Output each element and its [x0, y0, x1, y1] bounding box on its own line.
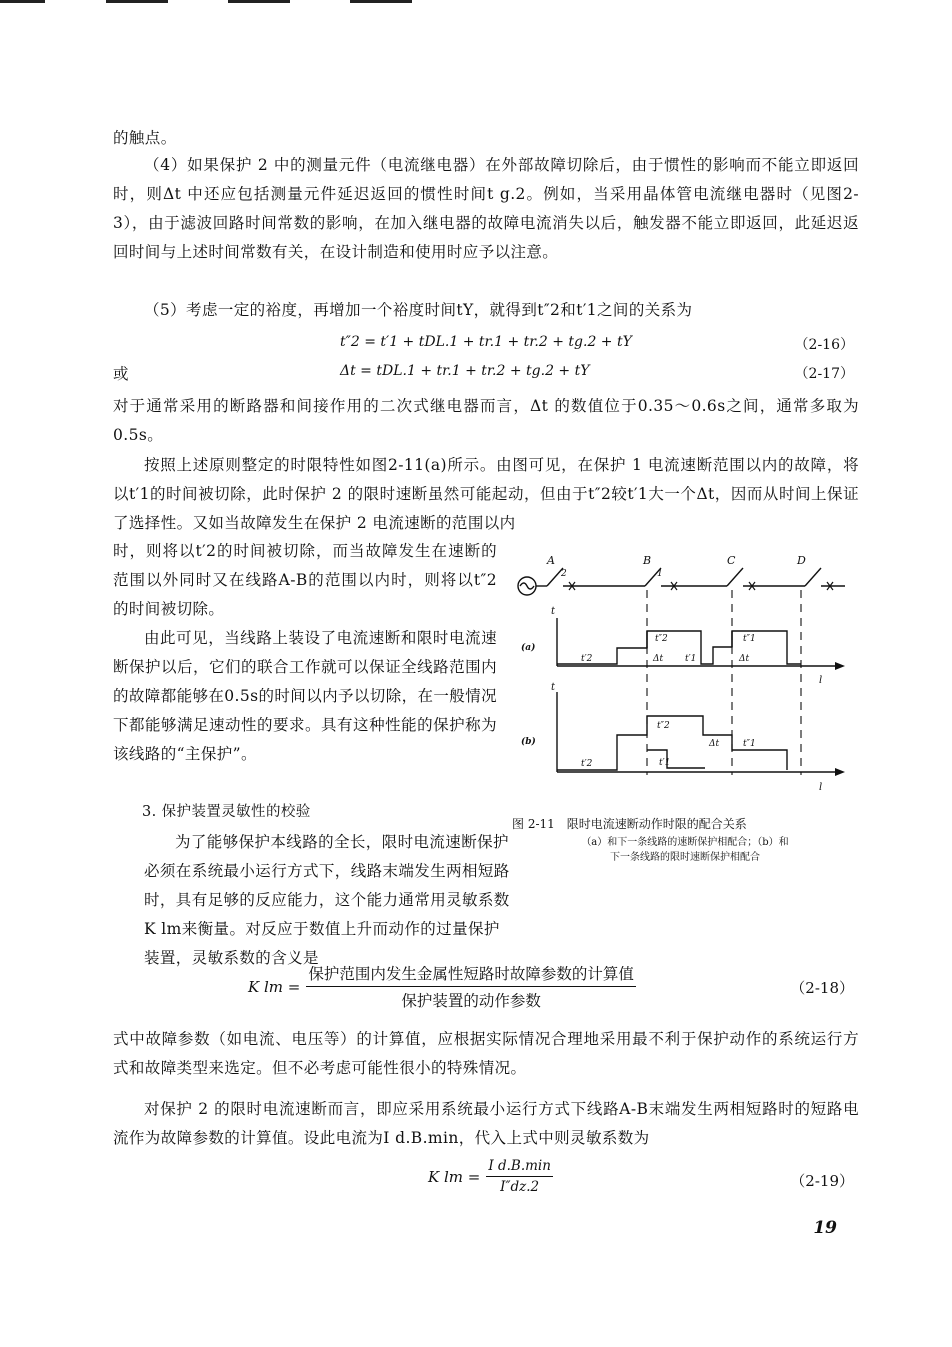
equation-2-16: t″2 = t′1 + tDL.1 + tr.1 + tr.2 + tg.2 + tY [340, 334, 632, 350]
station-label-a: A [547, 554, 555, 567]
paragraph-fault-params: 式中故障参数（如电流、电压等）的计算值，应根据实际情况合理地采用最不利于保护动作的系统运行方式和故障类型来选定。但不必考虑可能性很小的特殊情况。 [113, 1030, 859, 1077]
paragraph-protection-2: 对保护 2 的限时电流速断而言，即应采用系统最小运行方式下线路A-B末端发生两相短路时的短路电流作为故障参数的计算值。设此电流为I d.B.min，代入上式中则灵敏系数为 [113, 1100, 859, 1147]
breaker-d-icon [805, 568, 821, 586]
page-number: 19 [813, 1218, 837, 1238]
equation-number-2-16: （2-16） [794, 337, 854, 353]
axis-t-b: t [551, 682, 556, 693]
station-label-c: C [727, 554, 736, 567]
equation-2-18 [248, 962, 636, 1011]
eq219-numerator: I d.B.min [486, 1158, 553, 1177]
breaker-label-1: 1 [657, 569, 663, 579]
label-a-t1p: t′1 [685, 654, 697, 664]
axis-t-a: t [551, 606, 556, 617]
equation-number-2-19: （2-19） [790, 1172, 854, 1190]
eq219-denominator: I″dz.2 [500, 1179, 540, 1195]
equation-2-19 [428, 1158, 553, 1195]
paragraph-delta-t: 对于通常采用的断路器和间接作用的二次式继电器而言，Δt 的数值位于0.35～0.6s之间，通常多取为0.5s。 [113, 397, 859, 444]
figure-2-11 [505, 550, 855, 810]
axis-l-a: l [819, 675, 823, 686]
or-label: 或 [113, 365, 129, 383]
paragraph-timing-1: 按照上述原则整定的时限特性如图2-11(a)所示。由图可见，在保护 1 电流速断范围以内的故障，将以t′1的时间被切除，此时保护 2 的限时速断虽然可能起动，但由于t″2较t′1大一个Δt，因而从时间上保证了选择性。又如当故障发生在保护 2 电流速断的范围以内 [113, 456, 859, 532]
station-label-d: D [797, 554, 806, 567]
eq218-lhs: K lm = [248, 977, 301, 996]
breaker-c-icon [727, 568, 743, 586]
label-b-dt: Δt [709, 739, 720, 749]
top-rule [350, 0, 412, 3]
station-label-b: B [643, 554, 652, 567]
eq219-lhs: K lm = [428, 1167, 481, 1186]
breaker-label-2: 2 [561, 569, 567, 579]
paragraph-timing-2: 时，则将以t′2的时间被切除，而当故障发生在速断的范围以外同时又在线路A-B的范围以内时，则将以t″2的时间被切除。 [113, 542, 497, 618]
label-b-t1pp: t″1 [743, 739, 756, 749]
source-wave [520, 583, 534, 589]
top-rule [106, 0, 168, 3]
top-rule [0, 0, 45, 3]
equation-number-2-18: （2-18） [790, 979, 854, 997]
label-a-dt: Δt [653, 654, 664, 664]
sensitivity-text: 为了能够保护本线路的全长，限时电流速断保护必须在系统最小运行方式下，线路末端发生两相短路时，具有足够的反应能力，这个能力通常用灵敏系数K lm来衡量。对反应于数值上升而动作的过量保护装置，灵敏系数的含义是 [144, 833, 510, 967]
equation-2-17: Δt = tDL.1 + tr.1 + tr.2 + tg.2 + tY [340, 363, 590, 379]
label-b-t1p: t′1 [659, 758, 671, 768]
label-b-t2pp: t″2 [657, 721, 670, 731]
paragraph-main-protection: 由此可见，当线路上装设了电流速断和限时电流速断保护以后，它们的联合工作就可以保证全线路范围内的故障都能够在0.5s的时间以内予以切除，在一般情况下都能够满足速动性的要求。具有这种性能的保护称为该线路的“主保护”。 [113, 629, 498, 763]
eq218-numerator: 保护范围内发生金属性短路时故障参数的计算值 [306, 962, 636, 987]
figure-caption: 图 2-11 限时电流速断动作时限的配合关系 [512, 817, 747, 831]
paragraph-item-5: （5）考虑一定的裕度，再增加一个裕度时间tY，就得到t″2和t′1之间的关系为 [144, 301, 693, 319]
panel-label-b: (b) [521, 737, 536, 747]
panel-label-a: (a) [521, 643, 536, 653]
label-a-t2pp: t″2 [655, 634, 668, 644]
equation-number-2-17: （2-17） [794, 366, 854, 382]
label-a-t2p: t′2 [581, 654, 593, 664]
label-a-dt2: Δt [739, 654, 750, 664]
figure-caption-sub-1: （a）和下一条线路的速断保护相配合；（b）和 [581, 837, 789, 848]
section-heading: 3. 保护装置灵敏性的校验 [142, 804, 311, 820]
paragraph-item-4: （4）如果保护 2 中的测量元件（电流继电器）在外部故障切除后，由于惯性的影响而不能立即返回时，则Δt 中还应包括测量元件延迟返回的惯性时间t g.2。例如，当采用晶体管电流继电器时（见图2-3），由于滤波回路时间常数的影响，在加入继电器的故障电流消失以后，触发器不能立即返回，此延迟返回时间与上述时间常数有关，在设计制造和使用时应予以注意。 [113, 156, 859, 261]
figure-caption-sub-2: 下一条线路的限时速断保护相配合 [610, 852, 760, 863]
top-rule [228, 0, 290, 3]
axis-l-b: l [819, 782, 823, 793]
paragraph-continuation: 的触点。 [113, 129, 177, 147]
label-a-t1pp: t″1 [743, 634, 756, 644]
eq218-denominator: 保护装置的动作参数 [401, 992, 541, 1010]
label-b-t2p: t′2 [581, 759, 593, 769]
